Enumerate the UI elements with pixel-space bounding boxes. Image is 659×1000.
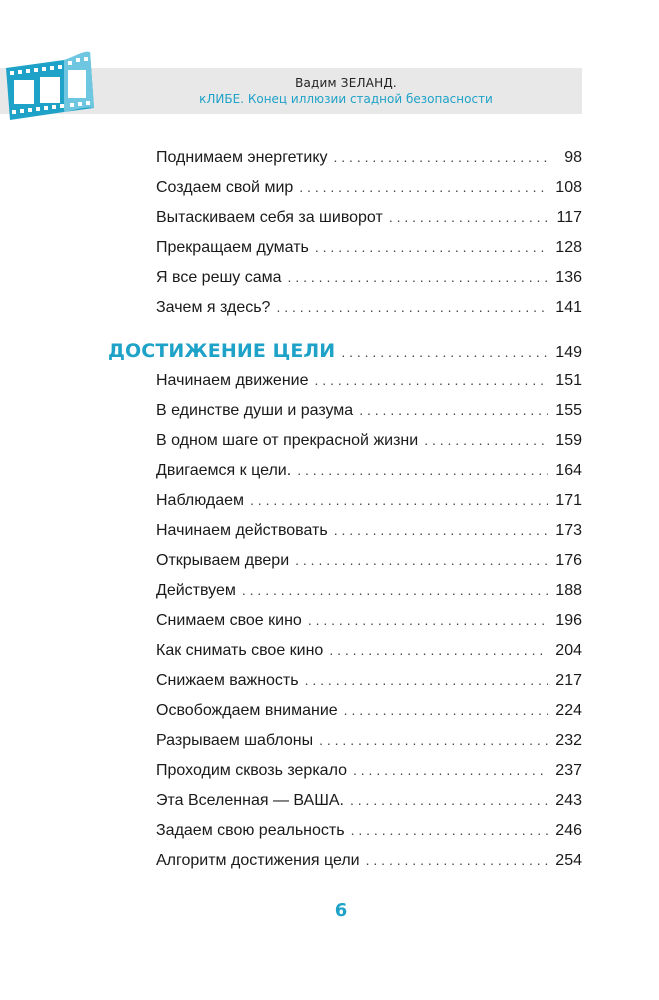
dot-leader [295,548,548,572]
toc-entry[interactable] [156,265,582,289]
dot-leader [334,145,549,169]
dot-leader [341,340,548,364]
film-strip-icon [4,46,100,122]
dot-leader [344,698,548,722]
toc-entry[interactable] [156,398,582,422]
dot-leader [351,818,548,842]
toc-entry-page: 159 [555,432,582,449]
toc-entry-page: 204 [555,642,582,659]
toc-entry[interactable] [156,205,582,229]
toc-entry-title: Задаем свою реальность [156,822,345,839]
toc-entry[interactable] [156,368,582,392]
dot-leader [334,518,548,542]
toc-entry-page: 254 [555,852,582,869]
running-header-author: Вадим ЗЕЛАНД. [295,76,397,90]
toc-entry-title: Начинаем действовать [156,522,328,539]
toc-entry[interactable] [156,668,582,692]
toc-entry[interactable] [156,788,582,812]
toc-entry-title: Открываем двери [156,552,290,569]
toc-entry-page: 232 [555,732,582,749]
toc-section-page: 149 [555,344,582,361]
dot-leader [299,175,548,199]
toc-entry[interactable] [156,728,582,752]
toc-entry-page: 117 [556,209,582,226]
toc-entry-title: Поднимаем энергетику [156,149,328,166]
toc-entry-page: 243 [555,792,582,809]
toc-entry[interactable] [156,608,582,632]
toc-entry-title: Как снимать свое кино [156,642,324,659]
toc-entry-title: Я все решу сама [156,269,282,286]
toc-entry[interactable] [156,818,582,842]
toc-entry-page: 224 [555,702,582,719]
toc-entry-title: Зачем я здесь? [156,299,271,316]
dot-leader [350,788,548,812]
toc-entry[interactable] [156,638,582,662]
toc-entry-page: 171 [555,492,582,509]
toc-entry-title: Проходим сквозь зеркало [156,762,347,779]
toc-entry-title: Начинаем движение [156,372,309,389]
toc-entry-page: 108 [555,179,582,196]
dot-leader [353,758,548,782]
toc-entry-page: 151 [555,372,582,389]
dot-leader [366,848,548,872]
page-number: 6 [334,900,348,921]
toc-entry-page: 217 [555,672,582,689]
toc-entry[interactable] [156,295,582,319]
toc-entry[interactable] [156,428,582,452]
toc-entry-page: 155 [555,402,582,419]
toc-entry-page: 173 [555,522,582,539]
toc-entry-title: Действуем [156,582,236,599]
toc-entry-page: 176 [555,552,582,569]
toc-entry-page: 246 [555,822,582,839]
toc-section[interactable] [108,339,582,363]
toc-entry-title: Вытаскиваем себя за шиворот [156,209,383,226]
dot-leader [288,265,548,289]
toc-section-title: ДОСТИЖЕНИЕ ЦЕЛИ [108,340,336,362]
dot-leader [389,205,548,229]
toc-entry-title: Наблюдаем [156,492,245,509]
dot-leader [329,638,548,662]
dot-leader [297,458,548,482]
toc-entry-page: 164 [555,462,582,479]
toc-entry-title: Разрываем шаблоны [156,732,314,749]
toc-entry[interactable] [156,175,582,199]
dot-leader [250,488,548,512]
toc-entry[interactable] [156,235,582,259]
toc-entry-page: 188 [555,582,582,599]
toc-entry-title: Создаем свой мир [156,179,294,196]
toc-entry[interactable] [156,518,582,542]
toc-entry-page: 128 [555,239,582,256]
dot-leader [424,428,548,452]
toc-entry-title: Двигаемся к цели. [156,462,292,479]
toc-entry[interactable] [156,488,582,512]
toc-entry-title: В единстве души и разума [156,402,354,419]
toc-entry-title: Алгоритм достижения цели [156,852,360,869]
dot-leader [308,608,548,632]
toc-entry[interactable] [156,578,582,602]
toc-entry-title: Прекращаем думать [156,239,309,256]
dot-leader [276,295,548,319]
toc-entry-title: Снижаем важность [156,672,299,689]
toc-entry[interactable] [156,458,582,482]
toc-entry[interactable] [156,145,582,169]
toc-entry-page: 237 [555,762,582,779]
toc-entry-page: 196 [555,612,582,629]
running-header-book-title: кЛИБЕ. Конец иллюзии стадной безопасности [199,92,493,106]
toc-entry-page: 141 [555,299,582,316]
toc-entry-title: Освобождаем внимание [156,702,338,719]
dot-leader [319,728,548,752]
dot-leader [315,235,548,259]
toc-entry-title: Эта Вселенная — ВАША. [156,792,344,809]
toc-entry-page: 98 [564,149,582,166]
dot-leader [315,368,549,392]
dot-leader [305,668,548,692]
toc-entry[interactable] [156,548,582,572]
toc-entry[interactable] [156,698,582,722]
toc-entry-title: В одном шаге от прекрасной жизни [156,432,419,449]
dot-leader [242,578,548,602]
toc-entry-page: 136 [555,269,582,286]
toc-entry-title: Снимаем свое кино [156,612,302,629]
dot-leader [359,398,548,422]
toc-entry[interactable] [156,758,582,782]
toc-entry[interactable] [156,848,582,872]
